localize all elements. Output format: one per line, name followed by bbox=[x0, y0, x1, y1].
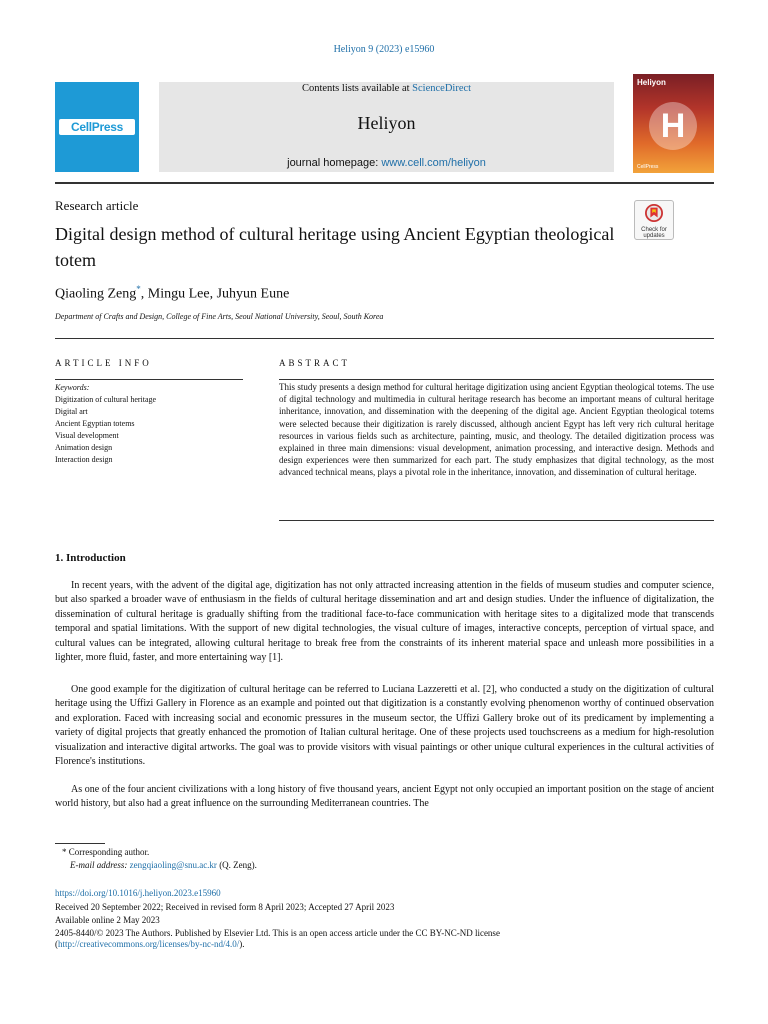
license-text: 2405-8440/© 2023 The Authors. Published by Elsevier Ltd. This is an open access article under the CC BY-NC-ND license bbox=[55, 928, 500, 938]
keywords-list bbox=[55, 382, 245, 466]
cellpress-logo[interactable] bbox=[55, 82, 139, 172]
intro-paragraph-2: One good example for the digitization of cultural heritage can be referred to Luciana Lazzeretti et al. [2], who conducted a study on the digitization of cultural heritage using the Uffizi Gallery in Florence as an example and pointed out that digitization is a constantly evolving phenomenon worthy of continued observation and exploration. Faced with increasing social and economic pressures in the museum sector, the Uffizi Gallery broke out of its predicament by implementing a variety of digital projects that greatly enhanced the promotion of Italian cultural heritage. One of these projects used touchscreens as a medium for high-resolution visualization and interactive digital artworks. The goal was to provide visitors with visual paintings or other unique cultural experiences in the cultural activities of Florence's institutions. bbox=[55, 684, 714, 768]
affiliation-divider bbox=[55, 338, 714, 339]
keyword-item: Digital art bbox=[55, 407, 88, 416]
license-link[interactable]: http://creativecommons.org/licenses/by-nc-nd/4.0/ bbox=[58, 939, 240, 949]
cover-title: Heliyon bbox=[637, 78, 666, 87]
received-dates: Received 20 September 2022; Received in revised form 8 April 2023; Accepted 27 April 2023 bbox=[55, 902, 395, 912]
bookmark-icon bbox=[645, 204, 663, 222]
check-updates-line-1: Check for bbox=[641, 227, 667, 233]
cover-publisher: CellPress bbox=[637, 164, 659, 170]
cover-letter: H bbox=[660, 107, 686, 145]
doi-link[interactable]: https://doi.org/10.1016/j.heliyon.2023.e15960 bbox=[55, 888, 221, 898]
email-label: E-mail address: bbox=[70, 860, 130, 870]
license-url-line: (http://creativecommons.org/licenses/by-nc-nd/4.0/). bbox=[55, 939, 245, 949]
homepage-prefix: journal homepage: bbox=[287, 157, 382, 169]
contents-prefix: Contents lists available at bbox=[301, 83, 413, 94]
sciencedirect-link[interactable]: ScienceDirect bbox=[412, 83, 472, 94]
check-for-updates-button[interactable] bbox=[634, 200, 674, 240]
contents-line bbox=[159, 83, 614, 94]
homepage-line bbox=[159, 157, 614, 169]
license-suffix: ). bbox=[239, 939, 245, 949]
email-suffix: (Q. Zeng). bbox=[216, 860, 257, 870]
homepage-link[interactable]: www.cell.com/heliyon bbox=[381, 157, 486, 169]
license-line bbox=[55, 928, 714, 949]
abstract-heading: ABSTRACT bbox=[279, 358, 351, 368]
corresponding-author-mark[interactable]: * bbox=[136, 284, 141, 294]
journal-cover-image[interactable] bbox=[633, 74, 714, 173]
keyword-item: Ancient Egyptian totems bbox=[55, 419, 135, 428]
article-info-divider bbox=[55, 379, 243, 380]
abstract-text: This study presents a design method for cultural heritage digitization using ancient Egyptian theological totems. The use of digital technology and multimedia in cultural heritage research has become an important means of cultural heritage inheritance, innovation, and dissemination with the deepening of the digital age. Ancient Egyptian theological totems were selected because their digitization is rarely discussed, although ancient Egypt has left very rich cultural heritage resources in various fields such as architecture, painting, music, and theology. The detailed digitization process was explained in three main dimensions: visual development, animation processing, and interactive design. Methods and design experiences were then summarized for each part. The study emphasizes that digital technology, as the most advanced technical means, plays a pivotal role in the inheritance, innovation, and dissemination of cultural heritage. bbox=[279, 382, 714, 478]
article-type: Research article bbox=[55, 198, 139, 213]
journal-name: Heliyon bbox=[357, 113, 416, 133]
abstract-top-divider bbox=[279, 379, 714, 380]
article-info-heading: ARTICLE INFO bbox=[55, 358, 152, 368]
keyword-item: Digitization of cultural heritage bbox=[55, 395, 157, 404]
article-title: Digital design method of cultural heritage using Ancient Egyptian theological totem bbox=[55, 224, 615, 270]
footnote-divider bbox=[55, 843, 105, 844]
cellpress-logo-text: CellPress bbox=[59, 119, 135, 135]
email-link[interactable]: zengqiaoling@snu.ac.kr bbox=[129, 860, 217, 870]
keyword-item: Visual development bbox=[55, 431, 119, 440]
author-rest: , Mingu Lee, Juhyun Eune bbox=[140, 286, 290, 302]
author-list bbox=[55, 284, 289, 303]
affiliation: Department of Crafts and Design, College of Fine Arts, Seoul National University, Seoul, South Korea bbox=[55, 312, 384, 321]
keyword-item: Interaction design bbox=[55, 455, 113, 464]
corresponding-author-note: * Corresponding author. bbox=[62, 847, 150, 857]
journal-citation[interactable]: Heliyon 9 (2023) e15960 bbox=[333, 44, 435, 55]
check-updates-line-2: updates bbox=[643, 233, 665, 239]
email-line bbox=[70, 860, 257, 870]
keyword-item: Animation design bbox=[55, 443, 113, 452]
abstract-bottom-divider bbox=[279, 520, 714, 521]
header-divider bbox=[55, 182, 714, 184]
author-first[interactable]: Qiaoling Zeng bbox=[55, 286, 137, 302]
intro-paragraph-3: As one of the four ancient civilizations with a long history of five thousand years, ancient Egypt not only occupied an important position on the stage of ancient world history, but also had a great influence on the surrounding Mediterranean countries. The bbox=[55, 784, 714, 810]
available-online: Available online 2 May 2023 bbox=[55, 915, 160, 925]
keywords-label: Keywords: bbox=[55, 383, 90, 392]
section-heading-introduction: 1. Introduction bbox=[55, 552, 126, 564]
intro-paragraph-1: In recent years, with the advent of the digital age, digitization has not only attracted increasing attention in the fields of museum studies and computer science, but also sparked a broader wave of enthusiasm in the fields of cultural heritage dissemination and art and design studies. Under the influence of digitalization, the dissemination of cultural heritage is gradually shifting from the traditional face-to-face communication with heritage sites to a digitalized mode that transcends temporal and spatial limitations. With the support of new digital technologies, the visual culture of images, interactive concepts, perception of virtual space, and cultural values can be integrated, allowing cultural heritage to break free from the constraints of its inherent material space and unleash more possibilities in a lighter, more fluid, faster, and more entertaining way [1]. bbox=[55, 580, 714, 664]
